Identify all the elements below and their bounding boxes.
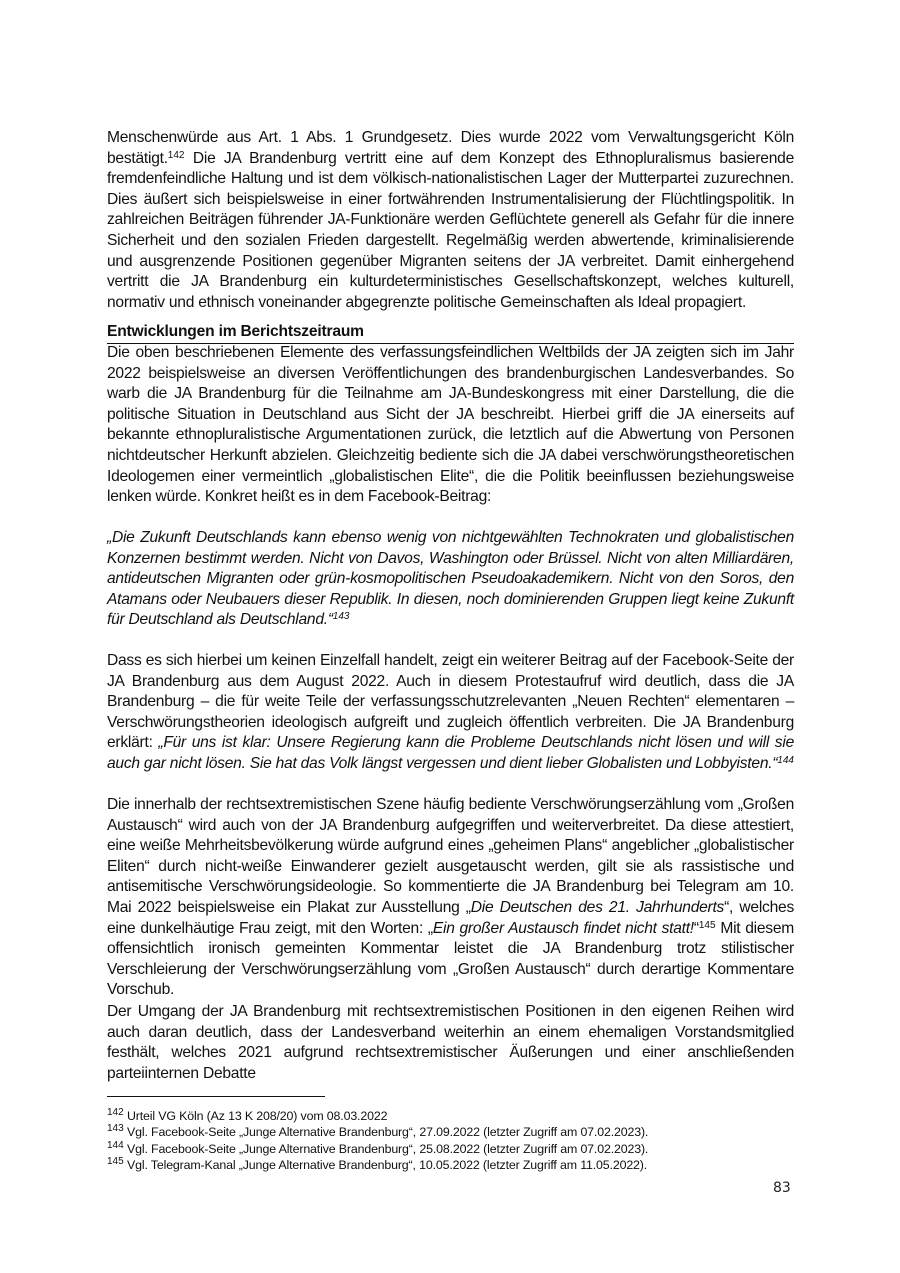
footnote-ref-142[interactable]: 142 bbox=[167, 149, 185, 161]
paragraph-2 bbox=[107, 343, 794, 508]
page-number: 83 bbox=[773, 1180, 791, 1196]
paragraph-3-text: Dass es sich hierbei um keinen Einzelfall handelt, zeigt ein weiterer Beitrag auf der Facebook-Seite der JA Brandenburg aus dem August 2022. Auch in diesem Protestaufruf wird deutlich, dass die JA Brandenburg – die für weite Teile der verfassungsschutzrelevanten „Neuen Rechten“ elementaren – Verschwörungstheorien ideologisch aufgreift und zugleich öffentlich verbreiten. Die JA Brandenburg erklärt: bbox=[107, 652, 794, 752]
paragraph-3-quote: „Für uns ist klar: Unsere Regierung kann die Probleme Deutschlands nicht lösen und will sie auch gar nicht lösen. Sie hat das Volk längst vergessen und dient lieber Globalisten und Lobbyisten.“ bbox=[107, 734, 794, 772]
footnote-number: 145 bbox=[107, 1155, 124, 1167]
paragraph-4-text-b: “, welches eine dunkelhäutige Frau zeigt, mit den Worten: „ bbox=[107, 898, 794, 937]
footnote-143 bbox=[107, 1124, 807, 1140]
footnote-ref-144[interactable]: 144 bbox=[777, 754, 794, 766]
footnote-number: 143 bbox=[107, 1123, 124, 1135]
section-heading: Entwicklungen im Berichtszeitraum bbox=[107, 322, 794, 344]
paragraph-5-text: Der Umgang der JA Brandenburg mit rechtsextremistischen Positionen in den eigenen Reihen wird auch daran deutlich, dass der Landesverband weiterhin an einem ehemaligen Vorstandsmitglied festhält, welches 2021 aufgrund rechtsextremistischer Äußerungen und einer anschließenden parteiinternen Debatte bbox=[107, 1003, 794, 1082]
footnote-number: 142 bbox=[107, 1107, 124, 1118]
footnote-text: Vgl. Facebook-Seite „Junge Alternative Brandenburg“, 25.08.2022 (letzter Zugriff am 07.02.2023). bbox=[123, 1141, 649, 1156]
paragraph-4-quote-close: “ bbox=[693, 919, 699, 937]
paragraph-1-text-b: Die JA Brandenburg vertritt eine auf dem Konzept des Ethnopluralismus basierende fremdenfeindliche Haltung und ist dem völkisch-nationalistischen Lager der Mutterpartei zuzurechnen. Dies äußert sich beispielsweise in einer fortwährenden Instrumentalisierung der Flüchtlingspolitik. In zahlreichen Beiträgen führender JA-Funktionäre werden Geflüchtete generell als Gefahr für die innere Sicherheit und den sozialen Frieden dargestellt. Regelmäßig werden abwertende, kriminalisierende und ausgrenzende Positionen gegenüber Migranten seitens der JA verbreitet. Damit einhergehend vertritt die JA Brandenburg ein kulturdeterministisches Gesellschaftskonzept, welches kulturell, normativ und ethnisch voneinander abgegrenzte politische Gemeinschaften als Ideal propagiert. bbox=[107, 149, 794, 311]
footnote-142 bbox=[107, 1108, 807, 1124]
footnote-text: Vgl. Telegram-Kanal „Junge Alternative Brandenburg“, 10.05.2022 (letzter Zugriff am 11.05.2022). bbox=[123, 1157, 648, 1172]
footnote-text: Urteil VG Köln (Az 13 K 208/20) vom 08.03.2022 bbox=[123, 1109, 388, 1123]
footnote-text: Vgl. Facebook-Seite „Junge Alternative Brandenburg“, 27.09.2022 (letzter Zugriff am 07.02.2023). bbox=[123, 1125, 649, 1140]
paragraph-4-text-c: Mit diesem offensichtlich ironisch gemeinten Kommentar leistet die JA Brandenburg trotz stilistischer Verschleierung der Verschwörungserzählung vom „Großen Austausch“ durch derartige Kommentare Vorschub. bbox=[107, 919, 794, 999]
paragraph-3 bbox=[107, 651, 794, 775]
block-quote bbox=[107, 528, 794, 631]
footnote-145 bbox=[107, 1157, 807, 1173]
paragraph-4-text-a: Die innerhalb der rechtsextremistischen Szene häufig bediente Verschwörungserzählung vom „Großen Austausch“ wird auch von der JA Brandenburg aufgegriffen und weiterverbreitet. Da diese attestiert, eine weiße Mehrheitsbevölkerung würde aufgrund eines „geheimen Plans“ angeblicher „globalistischer Eliten“ durch nicht-weiße Einwanderer gezielt ausgetauscht werden, gilt sie als rassistische und antisemitische Verschwörungsideologie. So kommentierte die JA Brandenburg bei Telegram am 10. Mai 2022 beispielsweise ein Plakat zur Ausstellung „ bbox=[107, 796, 794, 916]
block-quote-text: „Die Zukunft Deutschlands kann ebenso wenig von nichtgewählten Technokraten und globalistischen Konzernen bestimmt werden. Nicht von Davos, Washington oder Brüssel. Nicht von alten Milliardären, antideutschen Migranten oder grün-kosmopolitischen Pseudoakademikern. Nicht von den Soros, den Atamans oder Neubauers dieser Republik. In diesen, noch dominierenden Gruppen liegt keine Zukunft für Deutschland als Deutschland.“ bbox=[107, 529, 794, 629]
footnote-ref-143[interactable]: 143 bbox=[332, 611, 350, 623]
paragraph-1 bbox=[107, 128, 794, 313]
exhibition-title: Die Deutschen des 21. Jahrhunderts bbox=[470, 898, 725, 916]
footnote-ref-145[interactable]: 145 bbox=[698, 919, 716, 931]
footnote-separator bbox=[107, 1096, 325, 1097]
paragraph-5 bbox=[107, 1002, 794, 1084]
paragraph-4 bbox=[107, 795, 794, 1001]
paragraph-1-text-a: Menschenwürde aus Art. 1 Abs. 1 Grundgesetz. Dies wurde 2022 vom Verwaltungsgericht Köln bestätigt. bbox=[107, 129, 794, 167]
footnote-number: 144 bbox=[107, 1139, 124, 1151]
footnotes bbox=[107, 1108, 807, 1173]
footnote-144 bbox=[107, 1141, 807, 1157]
paragraph-4-quote: Ein großer Austausch findet nicht statt! bbox=[432, 919, 694, 937]
paragraph-2-text: Die oben beschriebenen Elemente des verfassungsfeindlichen Weltbilds der JA zeigten sich im Jahr 2022 beispielsweise an diversen Veröffentlichungen des brandenburgischen Landesverbandes. So warb die JA Brandenburg für die Teilnahme am JA-Bundeskongress mit einer Darstellung, die die politische Situation in Deutschland aus Sicht der JA beschreibt. Hierbei griff die JA einerseits auf bekannte ethnopluralistische Argumentationen zurück, die letztlich auf die Abwertung von Personen nichtdeutscher Herkunft abzielen. Gleichzeitig bediente sich die JA dabei verschwörungstheoretischen Ideologemen einer vermeintlich „globalistischen Elite“, die die Politik beeinflussen beziehungsweise lenken würde. Konkret heißt es in dem Facebook-Beitrag: bbox=[107, 344, 794, 506]
